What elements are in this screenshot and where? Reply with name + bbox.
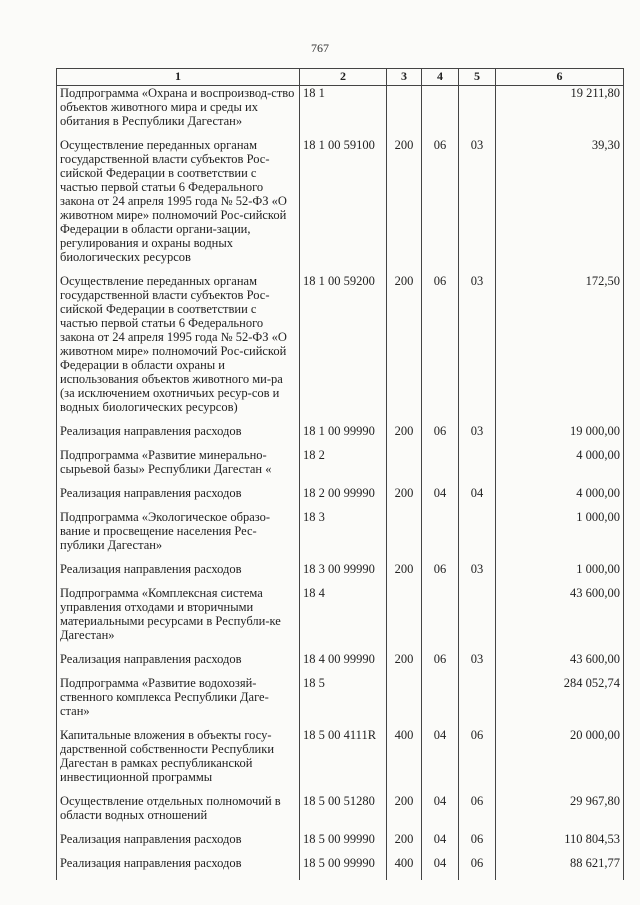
spacer-cell — [459, 718, 496, 728]
spacer-cell — [496, 414, 624, 424]
row-code-cell: 18 4 00 99990 — [300, 652, 387, 666]
row-spacer — [57, 476, 624, 486]
row-spacer — [57, 822, 624, 832]
row-pr-cell: 06 — [459, 794, 496, 822]
spacer-cell — [300, 822, 387, 832]
table-row — [57, 586, 624, 642]
header-cell-4: 4 — [422, 69, 459, 86]
table-row — [57, 728, 624, 784]
row-name-cell: Осуществление переданных органам государственной власти субъектов Рос-сийской Федерации в соответствии с частью первой статьи 6 Федерального закона от 24 апреля 1995 года № 52-ФЗ «О животном мире» полномочий Рос-сийской Федерации в области органи-зации, регулирования и охраны водных биологических ресурсов — [57, 138, 300, 264]
row-code-cell: 18 5 — [300, 676, 387, 718]
row-rz-cell: 04 — [422, 856, 459, 870]
row-vr-cell: 400 — [387, 856, 422, 870]
spacer-cell — [387, 822, 422, 832]
spacer-cell — [57, 718, 300, 728]
spacer-cell — [387, 500, 422, 510]
row-vr-cell: 200 — [387, 486, 422, 500]
table-row — [57, 832, 624, 846]
row-code-cell: 18 5 00 99990 — [300, 856, 387, 870]
spacer-cell — [300, 476, 387, 486]
spacer-cell — [496, 128, 624, 138]
spacer-cell — [459, 500, 496, 510]
row-pr-cell: 04 — [459, 486, 496, 500]
spacer-cell — [496, 870, 624, 880]
spacer-cell — [422, 438, 459, 448]
spacer-cell — [422, 822, 459, 832]
row-rz-cell — [422, 510, 459, 552]
spacer-cell — [300, 870, 387, 880]
spacer-cell — [387, 666, 422, 676]
spacer-cell — [387, 784, 422, 794]
spacer-cell — [496, 784, 624, 794]
spacer-cell — [300, 576, 387, 586]
spacer-cell — [300, 128, 387, 138]
spacer-cell — [496, 576, 624, 586]
row-vr-cell — [387, 510, 422, 552]
spacer-cell — [387, 576, 422, 586]
table-row — [57, 562, 624, 576]
row-rz-cell: 04 — [422, 486, 459, 500]
row-rz-cell: 04 — [422, 794, 459, 822]
row-spacer — [57, 128, 624, 138]
table-row — [57, 424, 624, 438]
spacer-cell — [300, 642, 387, 652]
spacer-cell — [422, 666, 459, 676]
spacer-cell — [387, 414, 422, 424]
row-sum-cell: 43 600,00 — [496, 586, 624, 642]
spacer-cell — [57, 784, 300, 794]
row-name-cell: Реализация направления расходов — [57, 652, 300, 666]
spacer-cell — [57, 476, 300, 486]
row-name-cell: Реализация направления расходов — [57, 832, 300, 846]
spacer-cell — [387, 718, 422, 728]
row-pr-cell: 06 — [459, 856, 496, 870]
row-sum-cell: 172,50 — [496, 274, 624, 414]
row-vr-cell — [387, 86, 422, 129]
row-name-cell: Подпрограмма «Комплексная система управления отходами и вторичными материальными ресурсами в Республи-ке Дагестан» — [57, 586, 300, 642]
row-sum-cell: 20 000,00 — [496, 728, 624, 784]
spacer-cell — [496, 846, 624, 856]
table-row — [57, 510, 624, 552]
spacer-cell — [496, 822, 624, 832]
spacer-cell — [422, 414, 459, 424]
row-code-cell: 18 3 — [300, 510, 387, 552]
row-rz-cell: 04 — [422, 832, 459, 846]
spacer-cell — [387, 264, 422, 274]
spacer-cell — [459, 784, 496, 794]
row-vr-cell: 400 — [387, 728, 422, 784]
spacer-cell — [422, 784, 459, 794]
row-code-cell: 18 5 00 99990 — [300, 832, 387, 846]
row-spacer — [57, 552, 624, 562]
row-pr-cell — [459, 586, 496, 642]
row-name-cell: Подпрограмма «Развитие водохозяй-ственного комплекса Республики Даге-стан» — [57, 676, 300, 718]
spacer-cell — [57, 642, 300, 652]
spacer-cell — [387, 438, 422, 448]
spacer-cell — [459, 552, 496, 562]
header-cell-2: 2 — [300, 69, 387, 86]
row-code-cell: 18 3 00 99990 — [300, 562, 387, 576]
row-code-cell: 18 1 00 59200 — [300, 274, 387, 414]
spacer-cell — [459, 642, 496, 652]
row-code-cell: 18 1 — [300, 86, 387, 129]
table-row — [57, 138, 624, 264]
row-sum-cell: 19 211,80 — [496, 86, 624, 129]
table-header — [57, 69, 624, 86]
row-pr-cell: 03 — [459, 424, 496, 438]
spacer-cell — [387, 552, 422, 562]
table-row — [57, 86, 624, 129]
spacer-cell — [300, 718, 387, 728]
row-sum-cell: 29 967,80 — [496, 794, 624, 822]
row-sum-cell: 4 000,00 — [496, 486, 624, 500]
table-row — [57, 794, 624, 822]
row-code-cell: 18 2 00 99990 — [300, 486, 387, 500]
spacer-cell — [300, 846, 387, 856]
spacer-cell — [422, 500, 459, 510]
spacer-cell — [459, 264, 496, 274]
spacer-cell — [459, 666, 496, 676]
row-pr-cell: 06 — [459, 728, 496, 784]
table-row — [57, 448, 624, 476]
row-name-cell: Осуществление отдельных полномочий в области водных отношений — [57, 794, 300, 822]
row-rz-cell: 04 — [422, 728, 459, 784]
spacer-cell — [300, 500, 387, 510]
spacer-cell — [387, 476, 422, 486]
spacer-cell — [459, 576, 496, 586]
row-code-cell: 18 4 — [300, 586, 387, 642]
row-vr-cell: 200 — [387, 832, 422, 846]
row-rz-cell: 06 — [422, 652, 459, 666]
spacer-cell — [422, 576, 459, 586]
row-spacer — [57, 438, 624, 448]
spacer-cell — [496, 552, 624, 562]
row-pr-cell — [459, 86, 496, 129]
row-vr-cell: 200 — [387, 652, 422, 666]
header-cell-6: 6 — [496, 69, 624, 86]
spacer-cell — [496, 438, 624, 448]
header-cell-1: 1 — [57, 69, 300, 86]
row-sum-cell: 284 052,74 — [496, 676, 624, 718]
spacer-cell — [496, 666, 624, 676]
page-number: 767 — [311, 41, 329, 55]
row-code-cell: 18 1 00 59100 — [300, 138, 387, 264]
row-name-cell: Капитальные вложения в объекты госу-дарственной собственности Республики Дагестан в рамках республиканской инвестиционной программы — [57, 728, 300, 784]
spacer-cell — [57, 414, 300, 424]
row-pr-cell — [459, 448, 496, 476]
spacer-cell — [57, 822, 300, 832]
spacer-cell — [57, 552, 300, 562]
row-vr-cell: 200 — [387, 424, 422, 438]
row-name-cell: Подпрограмма «Развитие минерально-сырьевой базы» Республики Дагестан « — [57, 448, 300, 476]
spacer-cell — [300, 666, 387, 676]
row-vr-cell: 200 — [387, 794, 422, 822]
row-rz-cell: 06 — [422, 562, 459, 576]
spacer-cell — [387, 642, 422, 652]
row-pr-cell: 03 — [459, 274, 496, 414]
spacer-cell — [422, 846, 459, 856]
spacer-cell — [422, 870, 459, 880]
row-rz-cell — [422, 448, 459, 476]
row-rz-cell — [422, 86, 459, 129]
row-name-cell: Реализация направления расходов — [57, 562, 300, 576]
row-name-cell: Реализация направления расходов — [57, 424, 300, 438]
spacer-cell — [300, 552, 387, 562]
row-spacer — [57, 784, 624, 794]
spacer-cell — [57, 576, 300, 586]
row-pr-cell: 03 — [459, 138, 496, 264]
row-name-cell: Реализация направления расходов — [57, 856, 300, 870]
row-spacer — [57, 718, 624, 728]
spacer-cell — [422, 264, 459, 274]
row-code-cell: 18 5 00 51280 — [300, 794, 387, 822]
spacer-cell — [57, 438, 300, 448]
spacer-cell — [387, 128, 422, 138]
row-vr-cell: 200 — [387, 274, 422, 414]
spacer-cell — [300, 784, 387, 794]
row-sum-cell: 88 621,77 — [496, 856, 624, 870]
row-rz-cell: 06 — [422, 138, 459, 264]
row-pr-cell: 06 — [459, 832, 496, 846]
row-pr-cell — [459, 510, 496, 552]
row-spacer — [57, 414, 624, 424]
row-code-cell: 18 1 00 99990 — [300, 424, 387, 438]
row-pr-cell — [459, 676, 496, 718]
spacer-cell — [496, 264, 624, 274]
spacer-cell — [422, 642, 459, 652]
row-pr-cell: 03 — [459, 562, 496, 576]
row-spacer — [57, 264, 624, 274]
spacer-cell — [496, 476, 624, 486]
header-cell-3: 3 — [387, 69, 422, 86]
header-row — [57, 69, 624, 86]
spacer-cell — [57, 128, 300, 138]
row-vr-cell — [387, 676, 422, 718]
row-sum-cell: 19 000,00 — [496, 424, 624, 438]
budget-table — [56, 68, 624, 880]
row-sum-cell: 1 000,00 — [496, 562, 624, 576]
spacer-cell — [300, 264, 387, 274]
row-vr-cell — [387, 448, 422, 476]
spacer-cell — [57, 870, 300, 880]
row-sum-cell: 39,30 — [496, 138, 624, 264]
table-row — [57, 652, 624, 666]
row-name-cell: Подпрограмма «Охрана и воспроизвод-ство объектов животного мира и среды их обитания в Республики Дагестан» — [57, 86, 300, 129]
spacer-cell — [459, 128, 496, 138]
row-rz-cell: 06 — [422, 274, 459, 414]
spacer-cell — [422, 552, 459, 562]
spacer-cell — [387, 846, 422, 856]
row-rz-cell — [422, 676, 459, 718]
spacer-cell — [57, 264, 300, 274]
spacer-cell — [459, 870, 496, 880]
spacer-cell — [57, 500, 300, 510]
spacer-cell — [459, 476, 496, 486]
row-vr-cell — [387, 586, 422, 642]
row-vr-cell: 200 — [387, 138, 422, 264]
row-spacer — [57, 870, 624, 880]
row-name-cell: Подпрограмма «Экологическое образо-вание и просвещение населения Рес-публики Дагестан» — [57, 510, 300, 552]
spacer-cell — [459, 846, 496, 856]
spacer-cell — [496, 500, 624, 510]
row-rz-cell: 06 — [422, 424, 459, 438]
row-spacer — [57, 642, 624, 652]
row-vr-cell: 200 — [387, 562, 422, 576]
row-sum-cell: 110 804,53 — [496, 832, 624, 846]
row-sum-cell: 4 000,00 — [496, 448, 624, 476]
table-row — [57, 274, 624, 414]
spacer-cell — [57, 846, 300, 856]
row-rz-cell — [422, 586, 459, 642]
spacer-cell — [387, 870, 422, 880]
row-spacer — [57, 500, 624, 510]
row-sum-cell: 43 600,00 — [496, 652, 624, 666]
row-pr-cell: 03 — [459, 652, 496, 666]
row-name-cell: Осуществление переданных органам государственной власти субъектов Рос-сийской Федерации в соответствии с частью первой статьи 6 Федерального закона от 24 апреля 1995 года № 52-ФЗ «О животном мире» полномочий Рос-сийской Федерации в области охраны и использования объектов животного ми-ра (за исключением охотничьих ресур-сов и водных биологических ресурсов) — [57, 274, 300, 414]
spacer-cell — [459, 414, 496, 424]
row-code-cell: 18 5 00 4111R — [300, 728, 387, 784]
spacer-cell — [300, 414, 387, 424]
spacer-cell — [459, 438, 496, 448]
spacer-cell — [496, 642, 624, 652]
spacer-cell — [422, 718, 459, 728]
header-cell-5: 5 — [459, 69, 496, 86]
row-name-cell: Реализация направления расходов — [57, 486, 300, 500]
table-body — [57, 86, 624, 881]
row-spacer — [57, 846, 624, 856]
table-row — [57, 486, 624, 500]
spacer-cell — [57, 666, 300, 676]
row-sum-cell: 1 000,00 — [496, 510, 624, 552]
row-code-cell: 18 2 — [300, 448, 387, 476]
spacer-cell — [459, 822, 496, 832]
spacer-cell — [300, 438, 387, 448]
spacer-cell — [422, 476, 459, 486]
spacer-cell — [422, 128, 459, 138]
table-row — [57, 856, 624, 870]
row-spacer — [57, 576, 624, 586]
spacer-cell — [496, 718, 624, 728]
row-spacer — [57, 666, 624, 676]
table-row — [57, 676, 624, 718]
